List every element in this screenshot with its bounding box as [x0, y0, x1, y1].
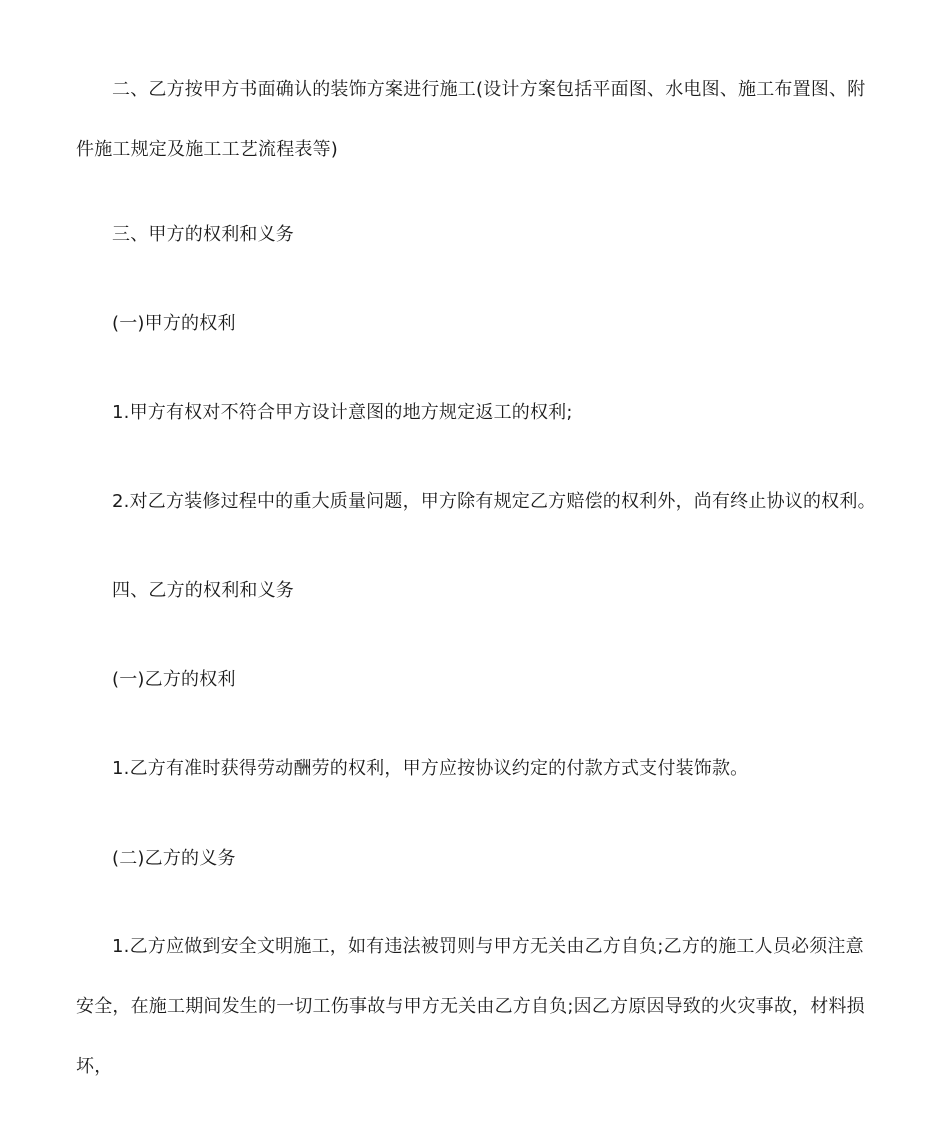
heading-party-a-rights-obligations: 三、甲方的权利和义务 [112, 224, 294, 245]
list-item-party-b-obligation-1: 1.乙方应做到安全文明施工，如有违法被罚则与甲方无关由乙方自负;乙方的施工人员必须注意安全，在施工期间发生的一切工伤事故与甲方无关由乙方自负;因乙方原因导致的火灾事故，材料损坏， [76, 936, 865, 1077]
subheading-party-a-rights: (一)甲方的权利 [112, 313, 236, 334]
paragraph-construction-plan: 二、乙方按甲方书面确认的装饰方案进行施工(设计方案包括平面图、水电图、施工布置图、附件施工规定及施工工艺流程表等) [76, 79, 866, 160]
list-item-party-a-right-1: 1.甲方有权对不符合甲方设计意图的地方规定返工的权利; [112, 402, 573, 423]
subheading-party-b-rights: (一)乙方的权利 [112, 669, 236, 690]
subheading-party-b-obligations: (二)乙方的义务 [112, 848, 236, 869]
list-item-party-a-right-2: 2.对乙方装修过程中的重大质量问题，甲方除有规定乙方赔偿的权利外，尚有终止协议的权利。 [112, 491, 876, 512]
list-item-party-b-right-1: 1.乙方有准时获得劳动酬劳的权利，甲方应按协议约定的付款方式支付装饰款。 [112, 758, 749, 779]
heading-party-b-rights-obligations: 四、乙方的权利和义务 [112, 580, 294, 601]
